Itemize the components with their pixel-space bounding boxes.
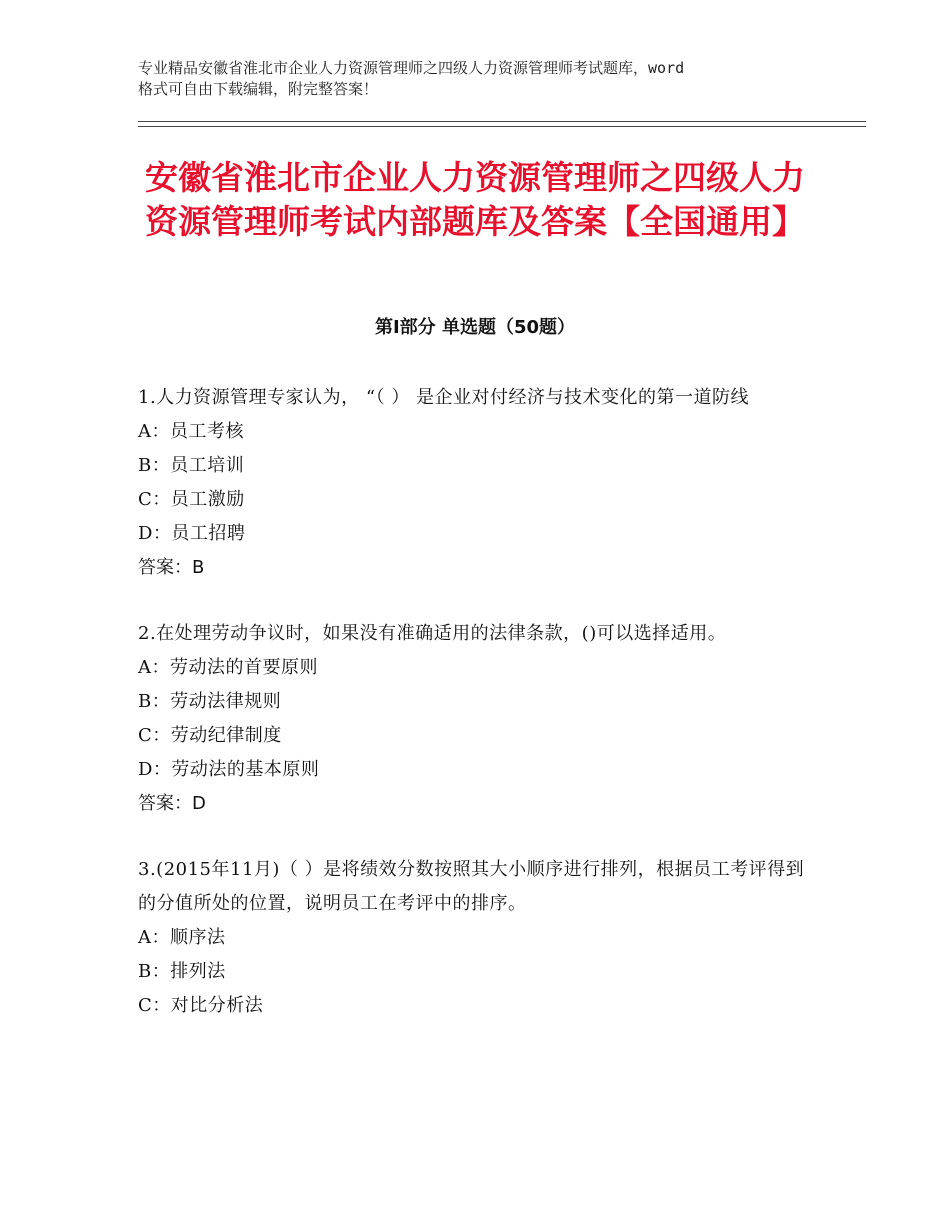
- option-a: A：劳动法的首要原则: [138, 657, 318, 678]
- header-note: [138, 58, 818, 100]
- question-stem: 1.人力资源管理专家认为， “（ ） 是企业对付经济与技术变化的第一道防线: [138, 387, 750, 408]
- option-d: D：劳动法的基本原则: [138, 759, 320, 780]
- question-2: [138, 617, 810, 821]
- option-b: B：排列法: [138, 961, 226, 982]
- option-a: A：顺序法: [138, 927, 226, 948]
- question-list: [138, 381, 810, 1055]
- option-list: [138, 921, 810, 1023]
- answer-value: D: [192, 793, 206, 814]
- option-c: C：员工激励: [138, 489, 245, 510]
- option-b: B：员工培训: [138, 455, 245, 476]
- answer: [138, 787, 810, 821]
- option-b: B：劳动法律规则: [138, 691, 282, 712]
- header-divider: [138, 121, 866, 127]
- option-list: [138, 651, 810, 787]
- answer-label: 答案：: [138, 557, 192, 578]
- answer: [138, 551, 810, 585]
- answer-label: 答案：: [138, 793, 192, 814]
- option-c: C：对比分析法: [138, 995, 264, 1016]
- question-3: [138, 853, 810, 1023]
- option-d: D：员工招聘: [138, 523, 246, 544]
- question-stem: 3.(2015年11月)（ ）是将绩效分数按照其大小顺序进行排列，根据员工考评得到的分值所处的位置，说明员工在考评中的排序。: [138, 859, 805, 914]
- option-c: C：劳动纪律制度: [138, 725, 282, 746]
- option-a: A：员工考核: [138, 421, 244, 442]
- question-stem: 2.在处理劳动争议时，如果没有准确适用的法律条款，()可以选择适用。: [138, 623, 727, 644]
- header-note-line-1: 专业精品安徽省淮北市企业人力资源管理师之四级人力资源管理师考试题库，word: [138, 59, 685, 77]
- question-1: [138, 381, 810, 585]
- option-list: [138, 415, 810, 551]
- section-title: 第Ⅰ部分 单选题（50题）: [374, 317, 575, 338]
- document-title: 安徽省淮北市企业人力资源管理师之四级人力资源管理师考试内部题库及答案【全国通用】: [145, 158, 805, 241]
- answer-value: B: [192, 557, 205, 578]
- header-note-line-2: 格式可自由下载编辑，附完整答案！: [138, 80, 379, 98]
